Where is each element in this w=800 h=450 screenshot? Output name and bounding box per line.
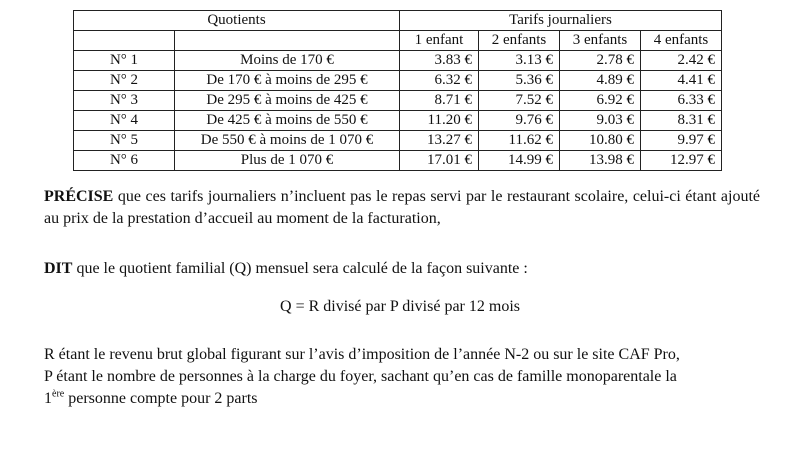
row-quotient: De 170 € à moins de 295 €	[175, 71, 400, 91]
dit-paragraph	[44, 258, 760, 280]
price-2-enfants: 3.13 €	[479, 51, 560, 71]
table-header-row	[74, 11, 722, 31]
definitions-paragraph	[44, 344, 760, 410]
price-1-enfant: 3.83 €	[400, 51, 479, 71]
price-3-enfants: 4.89 €	[560, 71, 641, 91]
precise-paragraph	[44, 186, 760, 230]
price-3-enfants: 2.78 €	[560, 51, 641, 71]
row-number: N° 3	[74, 91, 175, 111]
price-4-enfants: 6.33 €	[641, 91, 722, 111]
header-quotients: Quotients	[74, 11, 400, 31]
price-4-enfants: 2.42 €	[641, 51, 722, 71]
col-4-enfants: 4 enfants	[641, 31, 722, 51]
price-4-enfants: 8.31 €	[641, 111, 722, 131]
price-1-enfant: 8.71 €	[400, 91, 479, 111]
table-row	[74, 111, 722, 131]
table-row	[74, 71, 722, 91]
price-4-enfants: 9.97 €	[641, 131, 722, 151]
table-row	[74, 51, 722, 71]
dit-text: que le quotient familial (Q) mensuel sera calculé de la façon suivante :	[72, 260, 528, 277]
empty-header-cell	[175, 31, 400, 51]
price-1-enfant: 6.32 €	[400, 71, 479, 91]
price-3-enfants: 13.98 €	[560, 151, 641, 171]
first-number: 1	[44, 390, 52, 407]
price-2-enfants: 9.76 €	[479, 111, 560, 131]
dit-keyword: DIT	[44, 260, 73, 277]
price-1-enfant: 13.27 €	[400, 131, 479, 151]
row-number: N° 5	[74, 131, 175, 151]
price-2-enfants: 11.62 €	[479, 131, 560, 151]
price-1-enfant: 17.01 €	[400, 151, 479, 171]
row-number: N° 1	[74, 51, 175, 71]
row-quotient: Plus de 1 070 €	[175, 151, 400, 171]
col-3-enfants: 3 enfants	[560, 31, 641, 51]
formula: Q = R divisé par P divisé par 12 mois	[280, 298, 520, 315]
table-row	[74, 131, 722, 151]
definition-r: R étant le revenu brut global figurant sur l’avis d’imposition de l’année N-2 ou sur le site CAF Pro,	[44, 346, 680, 363]
definition-p: P étant le nombre de personnes à la charge du foyer, sachant qu’en cas de famille monoparentale la	[44, 368, 677, 385]
table-row	[74, 91, 722, 111]
price-4-enfants: 4.41 €	[641, 71, 722, 91]
table-row	[74, 151, 722, 171]
price-2-enfants: 14.99 €	[479, 151, 560, 171]
row-number: N° 6	[74, 151, 175, 171]
price-2-enfants: 5.36 €	[479, 71, 560, 91]
row-number: N° 4	[74, 111, 175, 131]
definition-first-person	[44, 388, 760, 410]
price-3-enfants: 6.92 €	[560, 91, 641, 111]
price-2-enfants: 7.52 €	[479, 91, 560, 111]
precise-keyword: PRÉCISE	[44, 188, 114, 205]
col-1-enfant: 1 enfant	[400, 31, 479, 51]
tarifs-table	[73, 10, 722, 171]
price-3-enfants: 9.03 €	[560, 111, 641, 131]
row-quotient: Moins de 170 €	[175, 51, 400, 71]
first-rest: personne compte pour 2 parts	[64, 390, 258, 407]
price-4-enfants: 12.97 €	[641, 151, 722, 171]
price-1-enfant: 11.20 €	[400, 111, 479, 131]
row-number: N° 2	[74, 71, 175, 91]
precise-text: que ces tarifs journaliers n’incluent pas le repas servi par le restaurant scolaire, celui-ci étant ajouté au prix de la prestation d’accueil au moment de la facturation,	[44, 188, 760, 227]
price-3-enfants: 10.80 €	[560, 131, 641, 151]
row-quotient: De 425 € à moins de 550 €	[175, 111, 400, 131]
table-subheader-row	[74, 31, 722, 51]
header-tarifs-journaliers: Tarifs journaliers	[400, 11, 722, 31]
row-quotient: De 550 € à moins de 1 070 €	[175, 131, 400, 151]
col-2-enfants: 2 enfants	[479, 31, 560, 51]
empty-header-cell	[74, 31, 175, 51]
row-quotient: De 295 € à moins de 425 €	[175, 91, 400, 111]
first-superscript: ère	[52, 388, 65, 400]
